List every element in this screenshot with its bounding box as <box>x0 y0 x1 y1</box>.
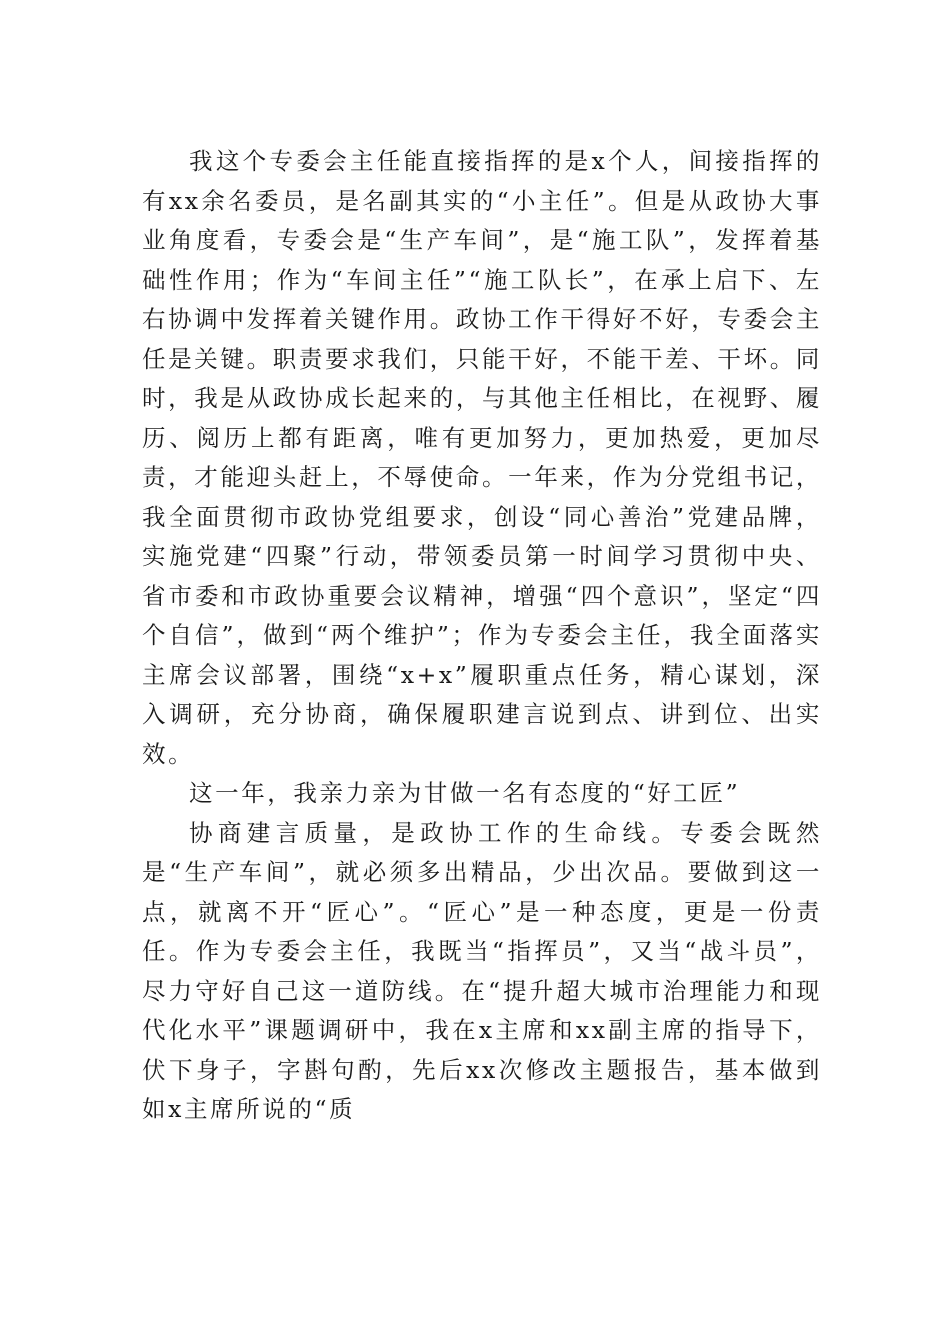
section-heading: 这一年，我亲力亲为甘做一名有态度的“好工匠” <box>189 779 741 807</box>
document-body <box>142 142 822 1130</box>
paragraph-2: 协商建言质量，是政协工作的生命线。专委会既然是“生产车间”，就必须多出精品，少出次品。要做到这一点，就离不开“匠心”。“匠心”是一种态度，更是一份责任。作为专委会主任，我既当“指挥员”，又当“战斗员”，尽力守好自己这一道防线。在“提升超大城市治理能力和现代化水平”课题调研中，我在x主席和xx副主席的指导下，伏下身子，字斟句酌，先后xx次修改主题报告，基本做到如x主席所说的“质 <box>142 818 822 1123</box>
paragraph-1: 我这个专委会主任能直接指挥的是x个人，间接指挥的有xx余名委员，是名副其实的“小主任”。但是从政协大事业角度看，专委会是“生产车间”，是“施工队”，发挥着基础性作用；作为“车间主任”“施工队长”，在承上启下、左右协调中发挥着关键作用。政协工作干得好不好，专委会主任是关键。职责要求我们，只能干好，不能干差、干坏。同时，我是从政协成长起来的，与其他主任相比，在视野、履历、阅历上都有距离，唯有更加努力，更加热爱，更加尽责，才能迎头赶上，不辱使命。一年来，作为分党组书记，我全面贯彻市政协党组要求，创设“同心善治”党建品牌，实施党建“四聚”行动，带领委员第一时间学习贯彻中央、省市委和市政协重要会议精神，增强“四个意识”，坚定“四个自信”，做到“两个维护”；作为专委会主任，我全面落实主席会议部署，围绕“x+x”履职重点任务，精心谋划，深入调研，充分协商，确保履职建言说到点、讲到位、出实效。 <box>142 147 822 768</box>
